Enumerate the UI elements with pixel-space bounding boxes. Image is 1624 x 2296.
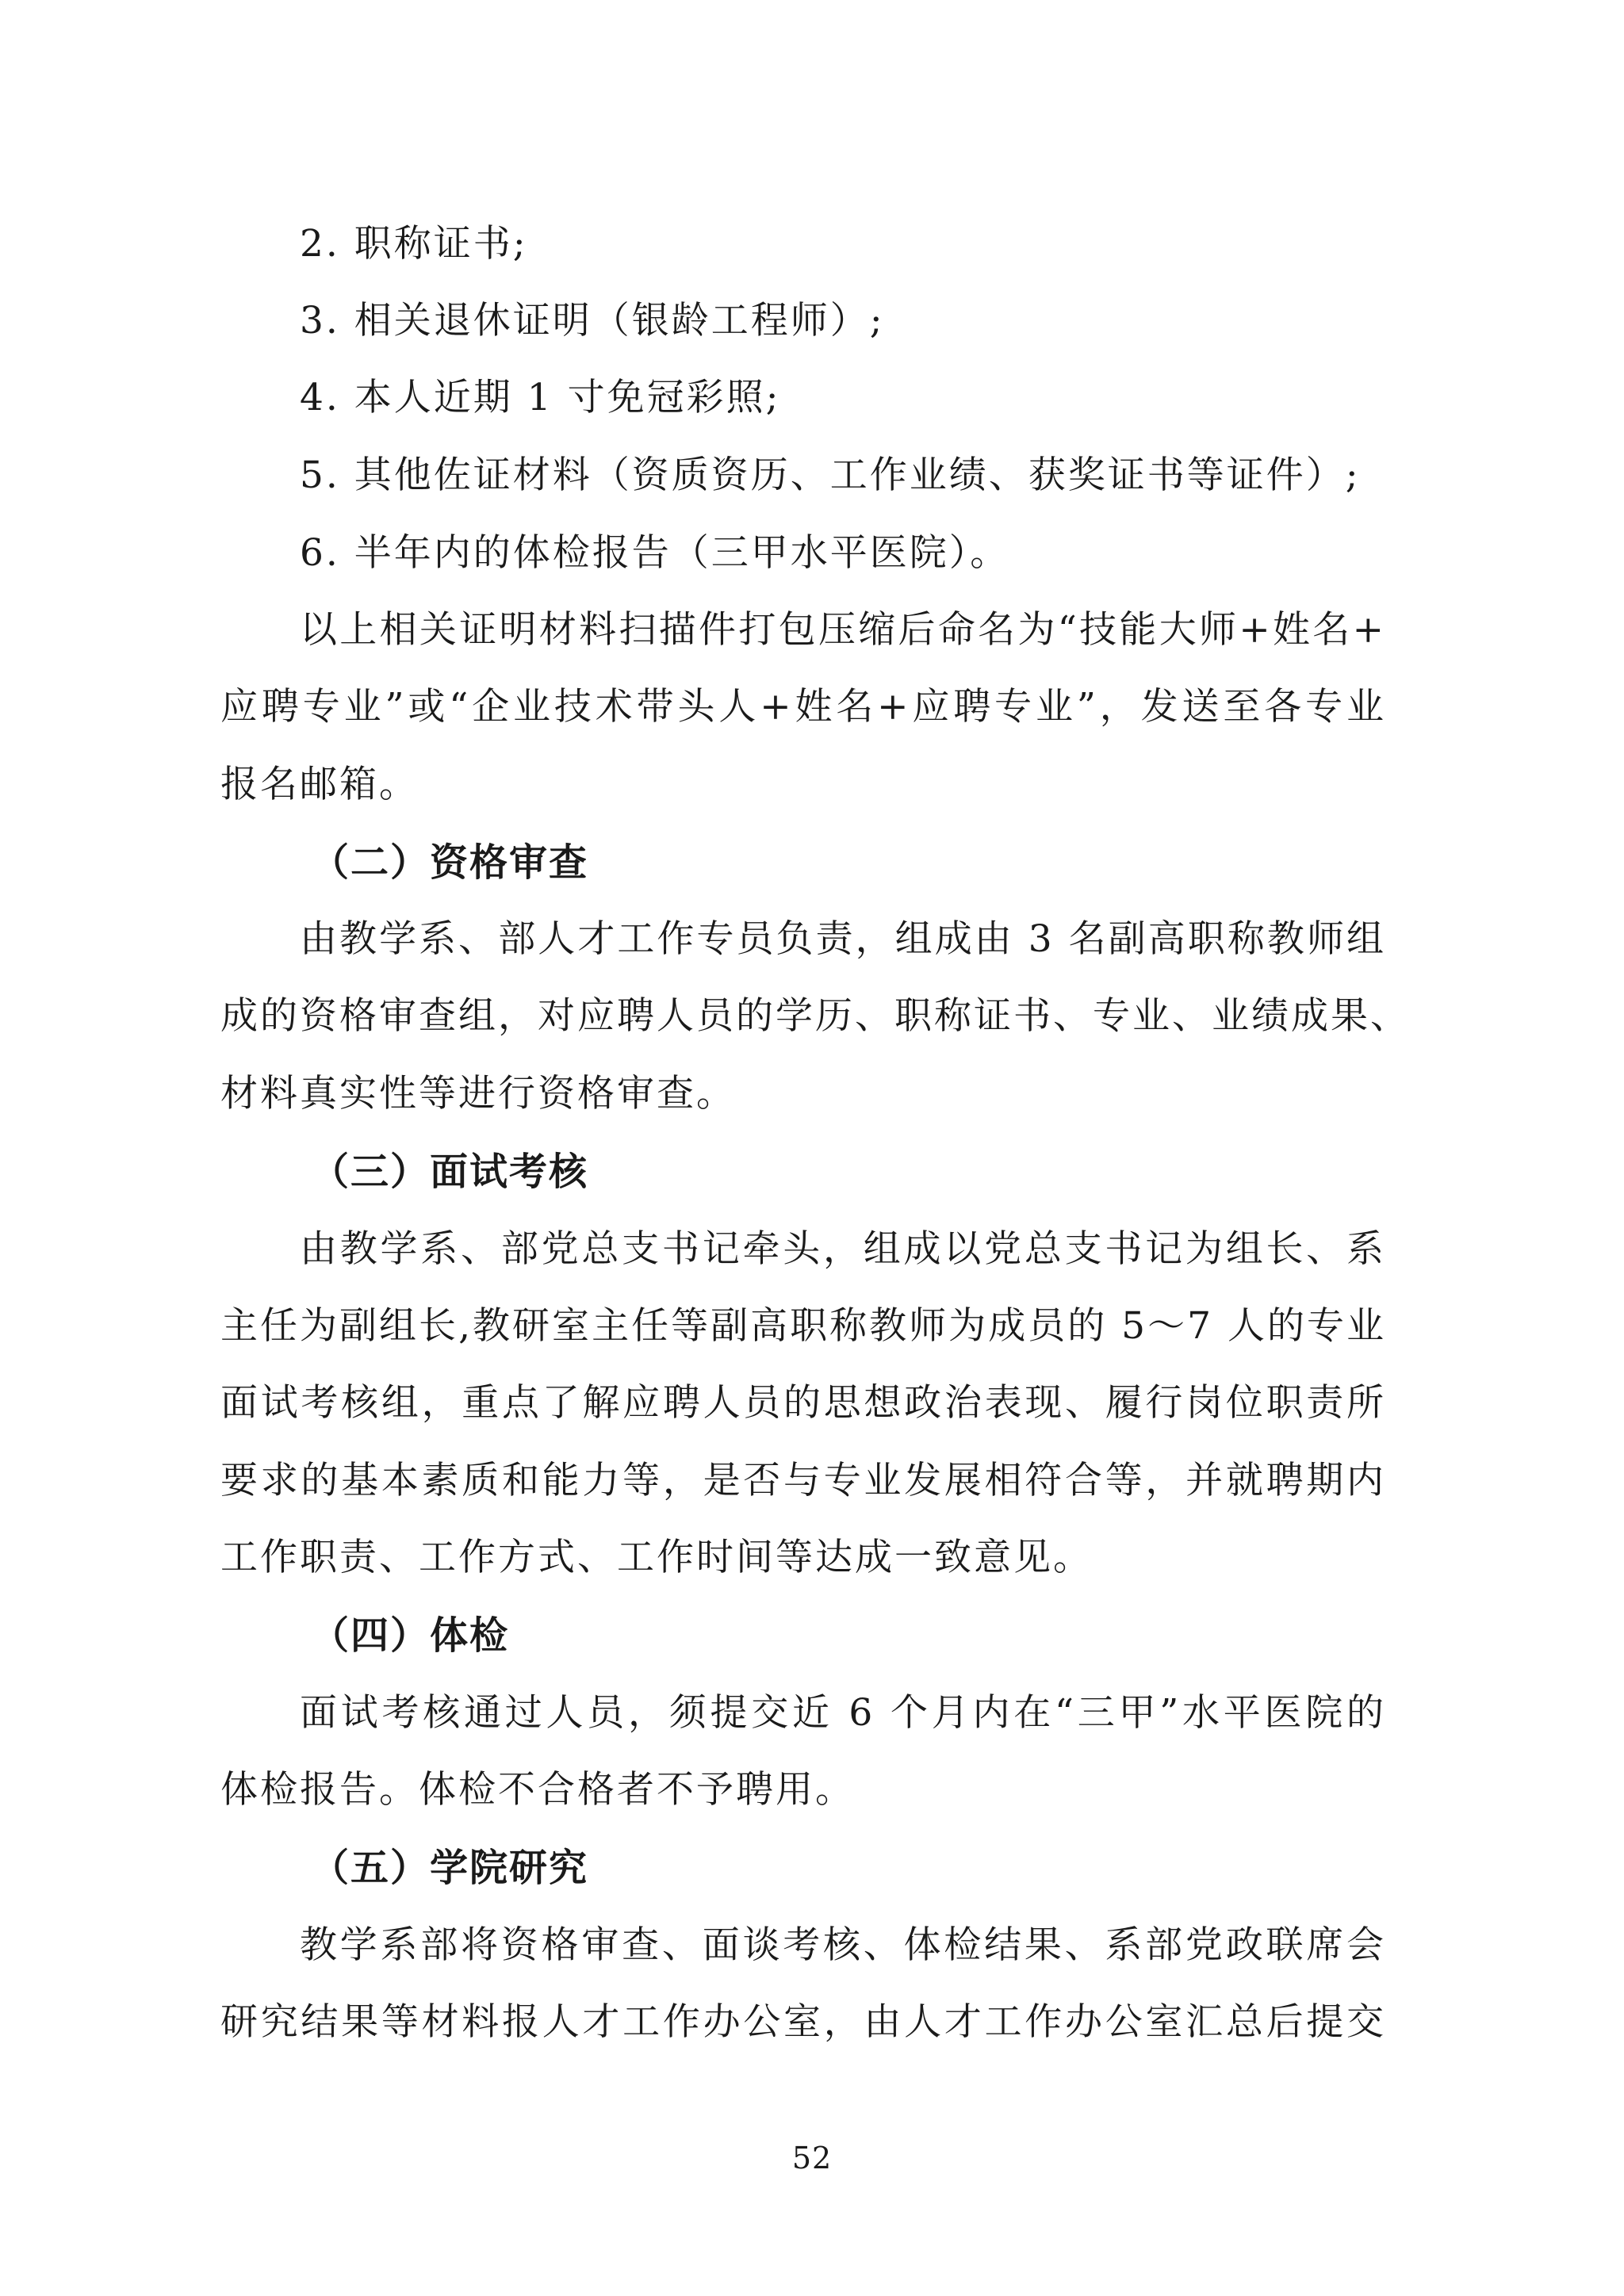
paragraph-line: 面试考核组，重点了解应聘人员的思想政治表现、履行岗位职责所 [220, 1381, 1386, 1425]
paragraph-line: 工作职责、工作方式、工作时间等达成一致意见。 [220, 1536, 1093, 1579]
list-item: 5. 其他佐证材料（资质资历、工作业绩、获奖证书等证件）; [300, 453, 1361, 497]
section-heading: （二）资格审查 [311, 840, 589, 885]
list-item: 6. 半年内的体检报告（三甲水平医院）。 [300, 531, 1010, 575]
section-heading: （三）面试考核 [311, 1150, 589, 1194]
paragraph-line: 由教学系、部党总支书记牵头，组成以党总支书记为组长、系 [300, 1227, 1386, 1271]
page-number: 52 [791, 2141, 833, 2175]
paragraph-line: 成的资格审查组，对应聘人员的学历、职称证书、专业、业绩成果、 [220, 994, 1410, 1038]
paragraph-line: 要求的基本素质和能力等，是否与专业发展相符合等，并就聘期内 [220, 1459, 1386, 1502]
paragraph-line: 教学系部将资格审查、面谈考核、体检结果、系部党政联席会 [300, 1923, 1386, 1967]
paragraph-line: 面试考核通过人员，须提交近 6 个月内在“三甲”水平医院的 [300, 1691, 1386, 1735]
paragraph-line: 研究结果等材料报人才工作办公室，由人才工作办公室汇总后提交 [220, 2000, 1386, 2044]
list-item: 4. 本人近期 1 寸免冠彩照; [300, 376, 781, 419]
section-heading: （四）体检 [311, 1613, 510, 1658]
paragraph-line: 主任为副组长,教研室主任等副高职称教师为成员的 5～7 人的专业 [220, 1304, 1386, 1348]
paragraph-line: 应聘专业”或“企业技术带头人+姓名+应聘专业”，发送至各专业 [220, 685, 1386, 729]
paragraph-line: 以上相关证明材料扫描件打包压缩后命名为“技能大师+姓名+ [300, 608, 1386, 652]
list-item: 2. 职称证书; [300, 222, 528, 266]
paragraph-line: 由教学系、部人才工作专员负责，组成由 3 名副高职称教师组 [300, 917, 1386, 961]
list-item: 3. 相关退休证明（银龄工程师）; [300, 299, 885, 342]
paragraph-line: 报名邮箱。 [220, 763, 419, 806]
section-heading: （五）学院研究 [311, 1846, 589, 1890]
paragraph-line: 材料真实性等进行资格审查。 [220, 1072, 736, 1115]
paragraph-line: 体检报告。体检不合格者不予聘用。 [220, 1768, 855, 1812]
